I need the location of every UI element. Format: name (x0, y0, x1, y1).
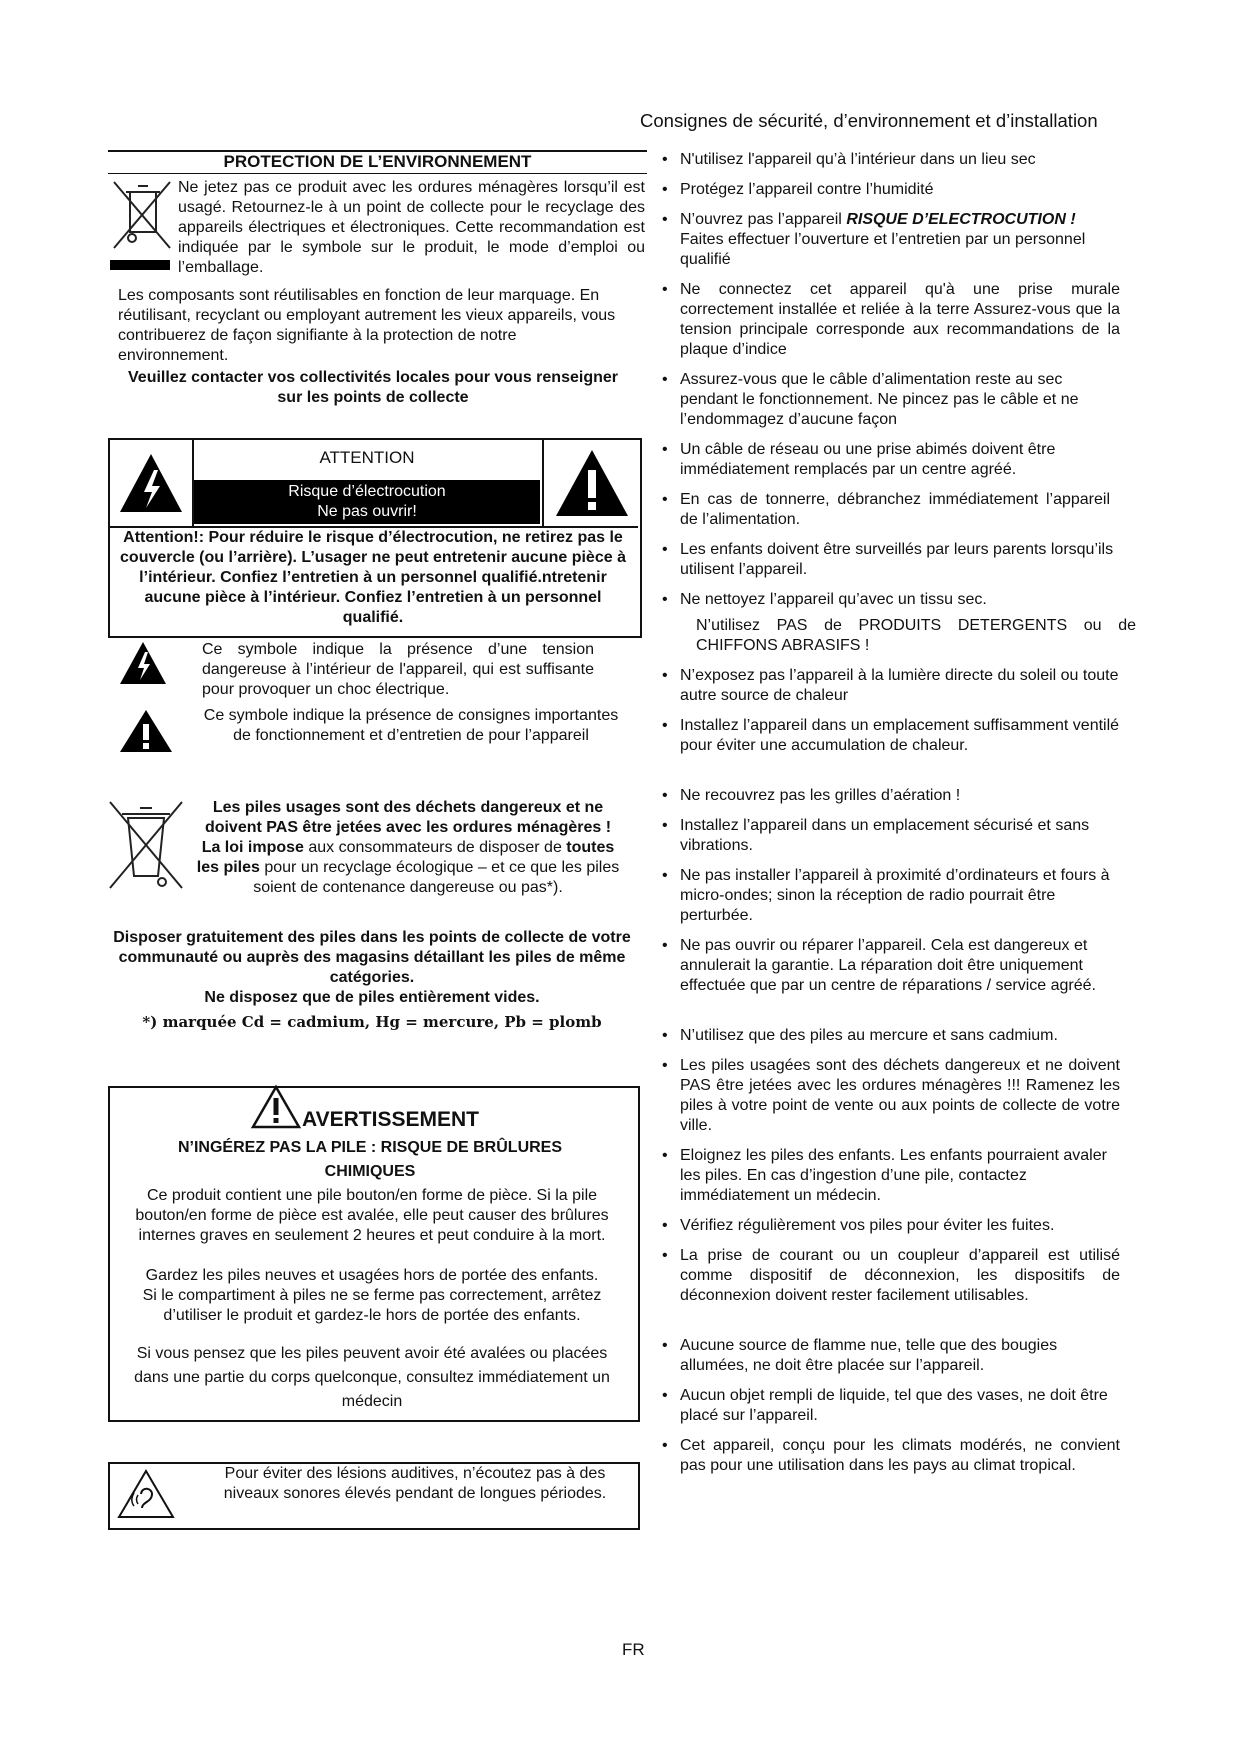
bullet-text: Installez l’appareil dans un emplacement sécurisé et sans vibrations. (680, 817, 1090, 854)
bullet-item: • Ne recouvrez pas les grilles d’aération ! (662, 787, 961, 804)
hearing-warning-icon (116, 1468, 176, 1525)
bullet-text: Aucune source de flamme nue, telle que des bougies allumées, ne doit être placée sur l’appareil. (680, 1337, 1058, 1374)
lightning-symbol-icon (118, 640, 168, 691)
bullet-item: • Les piles usagées sont des déchets dangereux et ne doivent PAS être jetées avec les ordures ménagères !!! Ramenez les piles à votre point de vente ou aux points de collecte de votre ville. (662, 1057, 1120, 1134)
attention-warning: Attention!: Pour réduire le risque d’électrocution, ne retirez pas le couvercle (ou l’arrière). L’usager ne peut entretenir aucune pièce à l’intérieur. Confiez l’entretien à un personnel qualifié.ntretenir aucune pièce à l’intérieur. Confiez l’entretien à un personnel qualifié. (120, 529, 626, 626)
bullet-item: • Aucun objet rempli de liquide, tel que des vases, ne doit être placé sur l’appareil. (662, 1387, 1108, 1424)
bullet-text: Installez l’appareil dans un emplacement suffisamment ventilé pour éviter une accumulation de chaleur. (680, 717, 1120, 754)
bullet-item: • Ne nettoyez l’appareil qu’avec un tissu sec. (662, 591, 987, 608)
bullet-text: Un câble de réseau ou une prise abimés doivent être immédiatement remplacés par un centre agréé. (680, 441, 1056, 478)
avertissement-p1: Ce produit contient une pile bouton/en forme de pièce. Si la pile bouton/en forme de pièce est avalée, elle peut causer des brûlures internes graves en seulement 2 heures et peut conduire à la mort. (135, 1187, 609, 1244)
bullet-text: N’utilisez que des piles au mercure et sans cadmium. (680, 1027, 1058, 1044)
battery-bold-text: Les piles usages sont des déchets dangereux et ne doivent PAS être jetées avec les ordures ménagères ! La loi impose (201, 799, 612, 856)
bullet-text: Les enfants doivent être surveillés par leurs parents lorsqu’ils utilisent l’appareil. (680, 541, 1114, 578)
attention-title: ATTENTION (319, 448, 415, 467)
avertissement-p4: Si vous pensez que les piles peuvent avoir été avalées ou placées dans une partie du corps quelconque, consultez immédiatement un médecin (134, 1345, 610, 1410)
bullet-text: En cas de tonnerre, débranchez immédiatement l’appareil de l’alimentation. (680, 491, 1110, 528)
battery-text: aux consommateurs de disposer de (303, 839, 567, 856)
bullet-item: • Assurez-vous que le câble d’alimentation reste au sec pendant le fonctionnement. Ne pincez pas le câble et ne l’endommagez d’aucune façon (662, 371, 1079, 428)
bullet-text: Faites effectuer l’ouverture et l’entretien par un personnel qualifié (680, 231, 1086, 268)
bullet-item: • N’exposez pas l’appareil à la lumière directe du soleil ou toute autre source de chaleur (662, 667, 1119, 704)
bullet-item: • Un câble de réseau ou une prise abimés doivent être immédiatement remplacés par un centre agréé. (662, 441, 1056, 478)
avertissement-p2: Gardez les piles neuves et usagées hors de portée des enfants. (145, 1267, 599, 1284)
bullet-text: N'utilisez l'appareil qu’à l’intérieur dans un lieu sec (680, 151, 1036, 168)
bullet-text: Les piles usagées sont des déchets dangereux et ne doivent PAS être jetées avec les ordures ménagères !!! Ramenez les piles à votre point de vente ou aux points de collecte de votre ville. (680, 1057, 1120, 1134)
bullet-item: • N'utilisez l'appareil qu’à l’intérieur dans un lieu sec (662, 151, 1036, 168)
exclamation-symbol-text: Ce symbole indique la présence de consignes importantes de fonctionnement et d’entretien de pour l’appareil (203, 707, 619, 744)
avertissement-subtitle: N’INGÉREZ PAS LA PILE : RISQUE DE BRÛLURES CHIMIQUES (177, 1139, 563, 1180)
bullet-item: • Protégez l’appareil contre l’humidité (662, 181, 934, 198)
env-intro: Ne jetez pas ce produit avec les ordures ménagères lorsqu’il est usagé. Retournez-le à un point de collecte pour le recyclage des appareils électriques et électroniques. Cette recommandation est indiquée par le symbole sur le produit, le mode d’emploi ou l’emballage. (178, 179, 645, 276)
battery-bold-text-2: toutes les piles (196, 839, 615, 876)
bullet-item: • En cas de tonnerre, débranchez immédiatement l’appareil de l’alimentation. (662, 491, 1110, 528)
bullet-text: Ne nettoyez l’appareil qu’avec un tissu sec. (680, 591, 987, 608)
battery-text-2: pour un recyclage écologique – et ce que les piles soient de contenance dangereuse ou pas*). (253, 859, 620, 896)
env-title: PROTECTION DE L’ENVIRONNEMENT (108, 152, 647, 174)
attention-banner (194, 480, 540, 524)
hearing-text: Pour éviter des lésions auditives, n’écoutez pas à des niveaux sonores élevés pendant de longues périodes. (223, 1465, 607, 1502)
risk-text: RISQUE D’ELECTROCUTION ! (846, 211, 1076, 228)
bullet-item: • Aucune source de flamme nue, telle que des bougies allumées, ne doit être placée sur l’appareil. (662, 1337, 1058, 1374)
bullet-text: La prise de courant ou un coupleur d’appareil est utilisé comme dispositif de déconnexion, les dispositifs de déconnexion doivent rester facilement utilisables. (680, 1247, 1120, 1304)
bullet-text: Eloignez les piles des enfants. Les enfants pourraient avaler les piles. En cas d’ingestion d’une pile, contactez immédiatement un médecin. (680, 1147, 1107, 1204)
bullet-text: Ne pas installer l’appareil à proximité d’ordinateurs et fours à micro-ondes; sinon la réception de radio pourrait être perturbée. (680, 867, 1110, 924)
bullet-text: Ne pas ouvrir ou réparer l’appareil. Cela est dangereux et annulerait la garantie. La réparation doit être uniquement effectuée que par un centre de réparations / service agréé. (680, 937, 1096, 994)
bullet-text: Ne recouvrez pas les grilles d’aération ! (680, 787, 961, 804)
bullet-item: • Installez l’appareil dans un emplacement suffisamment ventilé pour éviter une accumulation de chaleur. (662, 717, 1120, 754)
exclamation-warning-icon (542, 440, 640, 526)
page-language: FR (622, 1640, 645, 1659)
avertissement-p3: Si le compartiment à piles ne se ferme pas correctement, arrêtez d’utiliser le produit et gardez-le hors de portée des enfants. (142, 1287, 602, 1324)
lightning-symbol-text: Ce symbole indique la présence d’une tension dangereuse à l’intérieur de l'appareil, qui est suffisante pour provoquer un choc électrique. (202, 641, 594, 698)
exclamation-symbol-icon (118, 708, 174, 759)
bullet-text: Cet appareil, conçu pour les climats modérés, ne convient pas pour une utilisation dans les pays au climat tropical. (680, 1437, 1120, 1474)
bullet-item: • Eloignez les piles des enfants. Les enfants pourraient avaler les piles. En cas d’ingestion d’une pile, contactez immédiatement un médecin. (662, 1147, 1107, 1204)
battery-paragraph (196, 798, 620, 898)
battery-dispose-text: Disposer gratuitement des piles dans les points de collecte de votre communauté ou auprès des magasins détaillant les piles de même catégories. (113, 929, 631, 986)
bullet-text: N’exposez pas l’appareil à la lumière directe du soleil ou toute autre source de chaleur (680, 667, 1119, 704)
bullet-item: • Vérifiez régulièrement vos piles pour éviter les fuites. (662, 1217, 1055, 1234)
weee-bin-icon (108, 178, 174, 273)
risk-label: Risque d’électrocution (288, 483, 446, 500)
bullet-item: • N’ouvrez pas l’appareil RISQUE D’ELECTROCUTION ! Faites effectuer l’ouverture et l’entretien par un personnel qualifié (662, 211, 1086, 268)
bullet-text: Vérifiez régulièrement vos piles pour éviter les fuites. (680, 1217, 1055, 1234)
bullet-item: • La prise de courant ou un coupleur d’appareil est utilisé comme dispositif de déconnexion, les dispositifs de déconnexion doivent rester facilement utilisables. (662, 1247, 1120, 1304)
battery-note: *) marquée Cd = cadmium, Hg = mercure, Pb = plomb (142, 1013, 602, 1031)
bullet-text: Assurez-vous que le câble d’alimentation reste au sec pendant le fonctionnement. Ne pincez pas le câble et ne l’endommagez d’aucune façon (680, 371, 1079, 428)
bullet-item: • Les enfants doivent être surveillés par leurs parents lorsqu’ils utilisent l’appareil. (662, 541, 1114, 578)
env-body: Les composants sont réutilisables en fonction de leur marquage. En réutilisant, recyclant ou employant autrement les vieux appareils, vous contribuerez de façon signifiante à la protection de notre environnement. (118, 287, 616, 364)
lightning-warning-icon (110, 440, 194, 526)
bullet-item: • Ne pas installer l’appareil à proximité d’ordinateurs et fours à micro-ondes; sinon la réception de radio pourrait être perturbée. (662, 867, 1110, 924)
battery-bin-icon (106, 800, 186, 897)
bullet-subtext: N’utilisez PAS de PRODUITS DETERGENTS ou de CHIFFONS ABRASIFS ! (696, 617, 1136, 654)
bullet-text: Ne connectez cet appareil qu'à une prise murale correctement installée et reliée à la terre Assurez-vous que la tension principale corresponde aux recommandations de la plaque d’indice (680, 281, 1120, 358)
env-contact: Veuillez contacter vos collectivités locales pour vous renseigner sur les points de collecte (128, 369, 618, 406)
battery-empty-text: Ne disposez que de piles entièrement vides. (204, 989, 540, 1006)
bullet-item: • Ne pas ouvrir ou réparer l’appareil. Cela est dangereux et annulerait la garantie. La réparation doit être uniquement effectuée que par un centre de réparations / service agréé. (662, 937, 1096, 994)
page-header: Consignes de sécurité, d’environnement et d’installation (640, 110, 1098, 131)
bullet-item: • N’utilisez que des piles au mercure et sans cadmium. (662, 1027, 1058, 1044)
bullet-item: • Installez l’appareil dans un emplacement sécurisé et sans vibrations. (662, 817, 1090, 854)
bullet-text: Aucun objet rempli de liquide, tel que des vases, ne doit être placé sur l’appareil. (680, 1387, 1108, 1424)
avertissement-title: AVERTISSEMENT (302, 1108, 479, 1131)
bullet-text: N’ouvrez pas l’appareil (680, 211, 847, 228)
bullet-item: • Cet appareil, conçu pour les climats modérés, ne convient pas pour une utilisation dans les pays au climat tropical. (662, 1437, 1120, 1474)
noopen-label: Ne pas ouvrir! (317, 503, 417, 520)
warning-triangle-icon (250, 1084, 302, 1135)
bullet-text: Protégez l’appareil contre l’humidité (680, 181, 934, 198)
bullet-item: • Ne connectez cet appareil qu'à une prise murale correctement installée et reliée à la terre Assurez-vous que la tension principale corresponde aux recommandations de la plaque d’indice (662, 281, 1120, 358)
